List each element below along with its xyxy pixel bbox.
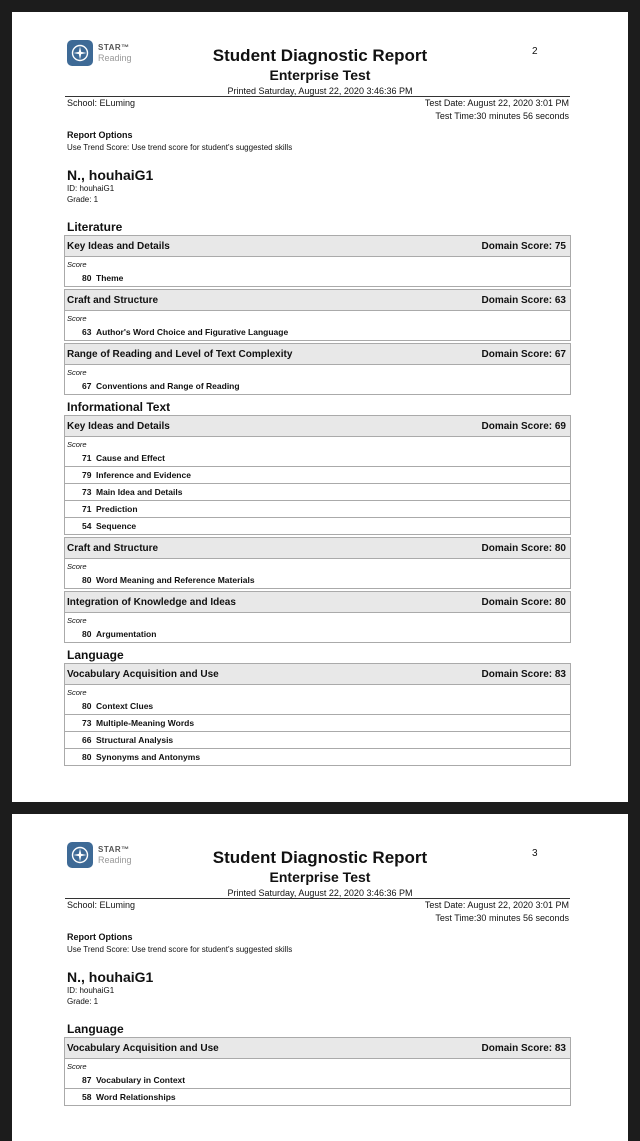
- header-divider: [65, 96, 570, 97]
- domain-block: [64, 343, 571, 395]
- domain-name: Craft and Structure: [67, 542, 159, 554]
- printed-date: Printed Saturday, August 22, 2020 3:46:36 PM: [227, 86, 413, 96]
- skill-name: Main Idea and Details: [96, 487, 183, 497]
- skill-score: 67: [82, 381, 92, 391]
- student-grade: Grade: 1: [67, 195, 99, 204]
- skill-row: [65, 714, 570, 731]
- skill-name: Multiple-Meaning Words: [96, 718, 195, 728]
- domain-score: Domain Score: 83: [481, 668, 566, 680]
- school-name: School: ELuming: [67, 98, 136, 108]
- report-page: [12, 814, 628, 1141]
- domain-score: Domain Score: 69: [481, 420, 566, 432]
- skill-row: [65, 572, 570, 588]
- skill-row: [65, 1088, 570, 1105]
- skill-name: Sequence: [96, 521, 137, 531]
- domain-header: [65, 592, 570, 613]
- score-column-label: Score: [67, 368, 87, 377]
- domain-score: Domain Score: 67: [481, 348, 566, 360]
- skill-row: [65, 500, 570, 517]
- student-name: N., houhaiG1: [67, 167, 154, 183]
- skill-score: 58: [82, 1092, 92, 1102]
- domain-block: [64, 235, 571, 287]
- domain-header: [65, 1038, 570, 1059]
- skill-row: [65, 270, 570, 286]
- skill-row: [65, 731, 570, 748]
- report-options-text: Use Trend Score: Use trend score for student's suggested skills: [67, 945, 293, 954]
- skill-name: Vocabulary in Context: [96, 1075, 186, 1085]
- page-number: 2: [532, 46, 538, 57]
- domain-block: [64, 663, 571, 766]
- domain-header: [65, 416, 570, 437]
- report-title: Student Diagnostic Report: [212, 46, 428, 65]
- skill-name: Synonyms and Antonyms: [96, 752, 201, 762]
- skill-row: [65, 483, 570, 500]
- report-content: [64, 215, 571, 768]
- domain-name: Key Ideas and Details: [67, 240, 170, 252]
- skill-name: Inference and Evidence: [96, 470, 191, 480]
- domain-name: Vocabulary Acquisition and Use: [67, 668, 219, 680]
- skill-score: 80: [82, 629, 92, 639]
- school-name: School: ELuming: [67, 900, 136, 910]
- skill-row: [65, 378, 570, 394]
- score-column-label: Score: [67, 440, 87, 449]
- skill-score: 54: [82, 521, 92, 531]
- skill-name: Theme: [96, 273, 124, 283]
- section-title: Informational Text: [67, 400, 171, 414]
- student-grade: Grade: 1: [67, 997, 99, 1006]
- domain-score: Domain Score: 75: [481, 240, 566, 252]
- domain-score: Domain Score: 80: [481, 542, 566, 554]
- skill-row: [65, 517, 570, 534]
- skill-score: 71: [82, 453, 92, 463]
- test-time: Test Time:30 minutes 56 seconds: [435, 111, 569, 121]
- domain-name: Craft and Structure: [67, 294, 159, 306]
- skill-name: Cause and Effect: [96, 453, 165, 463]
- student-id: ID: houhaiG1: [67, 986, 115, 995]
- section-title: Language: [67, 648, 124, 662]
- domain-block: [64, 415, 571, 535]
- test-date: Test Date: August 22, 2020 3:01 PM: [424, 98, 569, 108]
- brand-star: STAR™: [98, 845, 130, 854]
- skill-score: 80: [82, 273, 92, 283]
- brand-reading: Reading: [98, 855, 132, 865]
- domain-score: Domain Score: 63: [481, 294, 566, 306]
- test-time: Test Time:30 minutes 56 seconds: [435, 913, 569, 923]
- skill-name: Context Clues: [96, 701, 154, 711]
- student-id: ID: houhaiG1: [67, 184, 115, 193]
- brand-reading: Reading: [98, 53, 132, 63]
- domain-block: [64, 289, 571, 341]
- report-subtitle: Enterprise Test: [269, 67, 371, 83]
- report-subtitle: Enterprise Test: [269, 869, 371, 885]
- domain-header: [65, 344, 570, 365]
- test-date: Test Date: August 22, 2020 3:01 PM: [424, 900, 569, 910]
- skill-name: Word Meaning and Reference Materials: [96, 575, 255, 585]
- skill-name: Word Relationships: [96, 1092, 176, 1102]
- section-title: Literature: [67, 220, 123, 234]
- skill-row: [65, 466, 570, 483]
- skill-score: 71: [82, 504, 92, 514]
- report-content: [64, 1017, 571, 1108]
- skill-score: 80: [82, 701, 92, 711]
- section-title: Language: [67, 1022, 124, 1036]
- header-divider: [65, 898, 570, 899]
- report-page: [12, 12, 628, 802]
- skill-row: [65, 1072, 570, 1088]
- skill-score: 80: [82, 752, 92, 762]
- domain-block: [64, 591, 571, 643]
- domain-block: [64, 1037, 571, 1106]
- score-column-label: Score: [67, 314, 87, 323]
- skill-name: Argumentation: [96, 629, 157, 639]
- score-column-label: Score: [67, 260, 87, 269]
- skill-row: [65, 324, 570, 340]
- skill-score: 63: [82, 327, 92, 337]
- skill-score: 79: [82, 470, 92, 480]
- skill-name: Prediction: [96, 504, 138, 514]
- domain-name: Integration of Knowledge and Ideas: [67, 596, 236, 608]
- skill-row: [65, 748, 570, 765]
- skill-name: Conventions and Range of Reading: [96, 381, 240, 391]
- report-title: Student Diagnostic Report: [212, 848, 428, 867]
- skill-row: [65, 450, 570, 466]
- report-options-label: Report Options: [67, 932, 133, 942]
- domain-header: [65, 236, 570, 257]
- skill-name: Author's Word Choice and Figurative Language: [96, 327, 289, 337]
- score-column-label: Score: [67, 562, 87, 571]
- brand-star: STAR™: [98, 43, 130, 52]
- skill-row: [65, 626, 570, 642]
- report-options-label: Report Options: [67, 130, 133, 140]
- score-column-label: Score: [67, 688, 87, 697]
- domain-score: Domain Score: 80: [481, 596, 566, 608]
- skill-score: 73: [82, 718, 92, 728]
- skill-score: 73: [82, 487, 92, 497]
- skill-score: 80: [82, 575, 92, 585]
- report-options-text: Use Trend Score: Use trend score for student's suggested skills: [67, 143, 293, 152]
- domain-name: Range of Reading and Level of Text Complexity: [67, 348, 293, 360]
- skill-row: [65, 698, 570, 714]
- student-name: N., houhaiG1: [67, 969, 154, 985]
- page-number: 3: [532, 848, 538, 859]
- domain-name: Vocabulary Acquisition and Use: [67, 1042, 219, 1054]
- domain-header: [65, 664, 570, 685]
- domain-name: Key Ideas and Details: [67, 420, 170, 432]
- score-column-label: Score: [67, 616, 87, 625]
- domain-header: [65, 290, 570, 311]
- printed-date: Printed Saturday, August 22, 2020 3:46:36 PM: [227, 888, 413, 898]
- skill-score: 66: [82, 735, 92, 745]
- skill-score: 87: [82, 1075, 92, 1085]
- domain-header: [65, 538, 570, 559]
- score-column-label: Score: [67, 1062, 87, 1071]
- domain-block: [64, 537, 571, 589]
- domain-score: Domain Score: 83: [481, 1042, 566, 1054]
- skill-name: Structural Analysis: [96, 735, 174, 745]
